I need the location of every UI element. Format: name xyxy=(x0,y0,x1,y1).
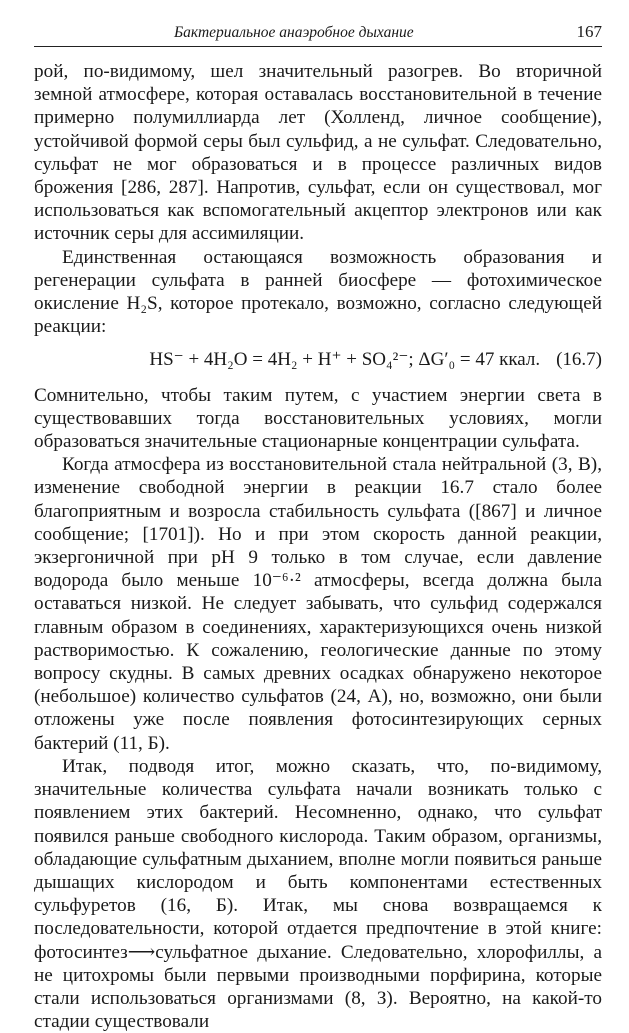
paragraph-5: Итак, подводя итог, можно сказать, что, по-видимому, значительные количества сульфата начали возникать только с появлением этих бактерий. Несомненно, однако, что сульфат появился раньше свободного кислорода. Таким образом, организмы, обладающие сульфатным дыханием, вполне могли появиться раньше дышащих кислородом и быть компонентами естественных сульфуретов (16, Б). Итак, мы снова возвращаемся к последовательности, которой отдается предпочтение в этой книге: фотосинтез⟶сульфатное дыхание. Следовательно, хлорофиллы, а не цитохромы были первыми производными порфирина, которые стали использоваться организмами (8, З). Вероятно, на какой-то стадии существовали xyxy=(34,755,602,1033)
equation-label: (16.7) xyxy=(556,349,602,371)
equation-formula: HS⁻ + 4H₂O = 4H₂ + H⁺ + SO₄²⁻; ΔG′₀ = 47 ккал. xyxy=(149,349,541,371)
paragraph-1: рой, по-видимому, шел значительный разогрев. Во вторичной земной атмосфере, которая оставалась восстановительной в течение примерно полумиллиарда лет (Холленд, личное сообщение), устойчивой формой серы был сульфид, а не сульфат. Следовательно, сульфат не мог образоваться и в процессе различных видов брожения [286, 287]. Напротив, сульфат, если он существовал, мог использоваться как вспомогательный акцептор электронов или как источник серы для ассимиляции. xyxy=(34,61,602,245)
equation-16-7 xyxy=(34,348,602,371)
paragraph-3: Сомнительно, чтобы таким путем, с участием энергии света в существовавших тогда восстановительных условиях, могли образоваться значительные стационарные концентрации сульфата. xyxy=(34,384,602,453)
running-title: Бактериальное анаэробное дыхание xyxy=(174,24,414,41)
paragraph-4: Когда атмосфера из восстановительной стала нейтральной (3, В), изменение свободной энергии в реакции 16.7 стало более благоприятным и возросла стабильность сульфата ([867] и личное сообщение; [1701]). Но и при этом скорость данной реакции, экзергоничной при pH 9 только в том случае, если давление водорода было меньше 10⁻⁶·² атмосферы, всегда должна была оставаться низкой. Не следует забывать, что сульфид содержался главным образом в соединениях, характеризующихся очень низкой растворимостью. К сожалению, геологические данные по этому вопросу скудны. В самых древних осадках обнаружено некоторое (небольшое) количество сульфатов (24, А), но, возможно, они были отложены уже после появления фотосинтезирующих серных бактерий (11, Б). xyxy=(34,454,602,754)
page-header xyxy=(34,22,602,47)
paragraph-2: Единственная остающаяся возможность образования и регенерации сульфата в ранней биосфере — фотохимическое окисление H₂S, которое протекало, возможно, согласно следующей реакции: xyxy=(34,246,602,338)
page-number: 167 xyxy=(576,22,602,41)
body-text xyxy=(34,60,602,1033)
